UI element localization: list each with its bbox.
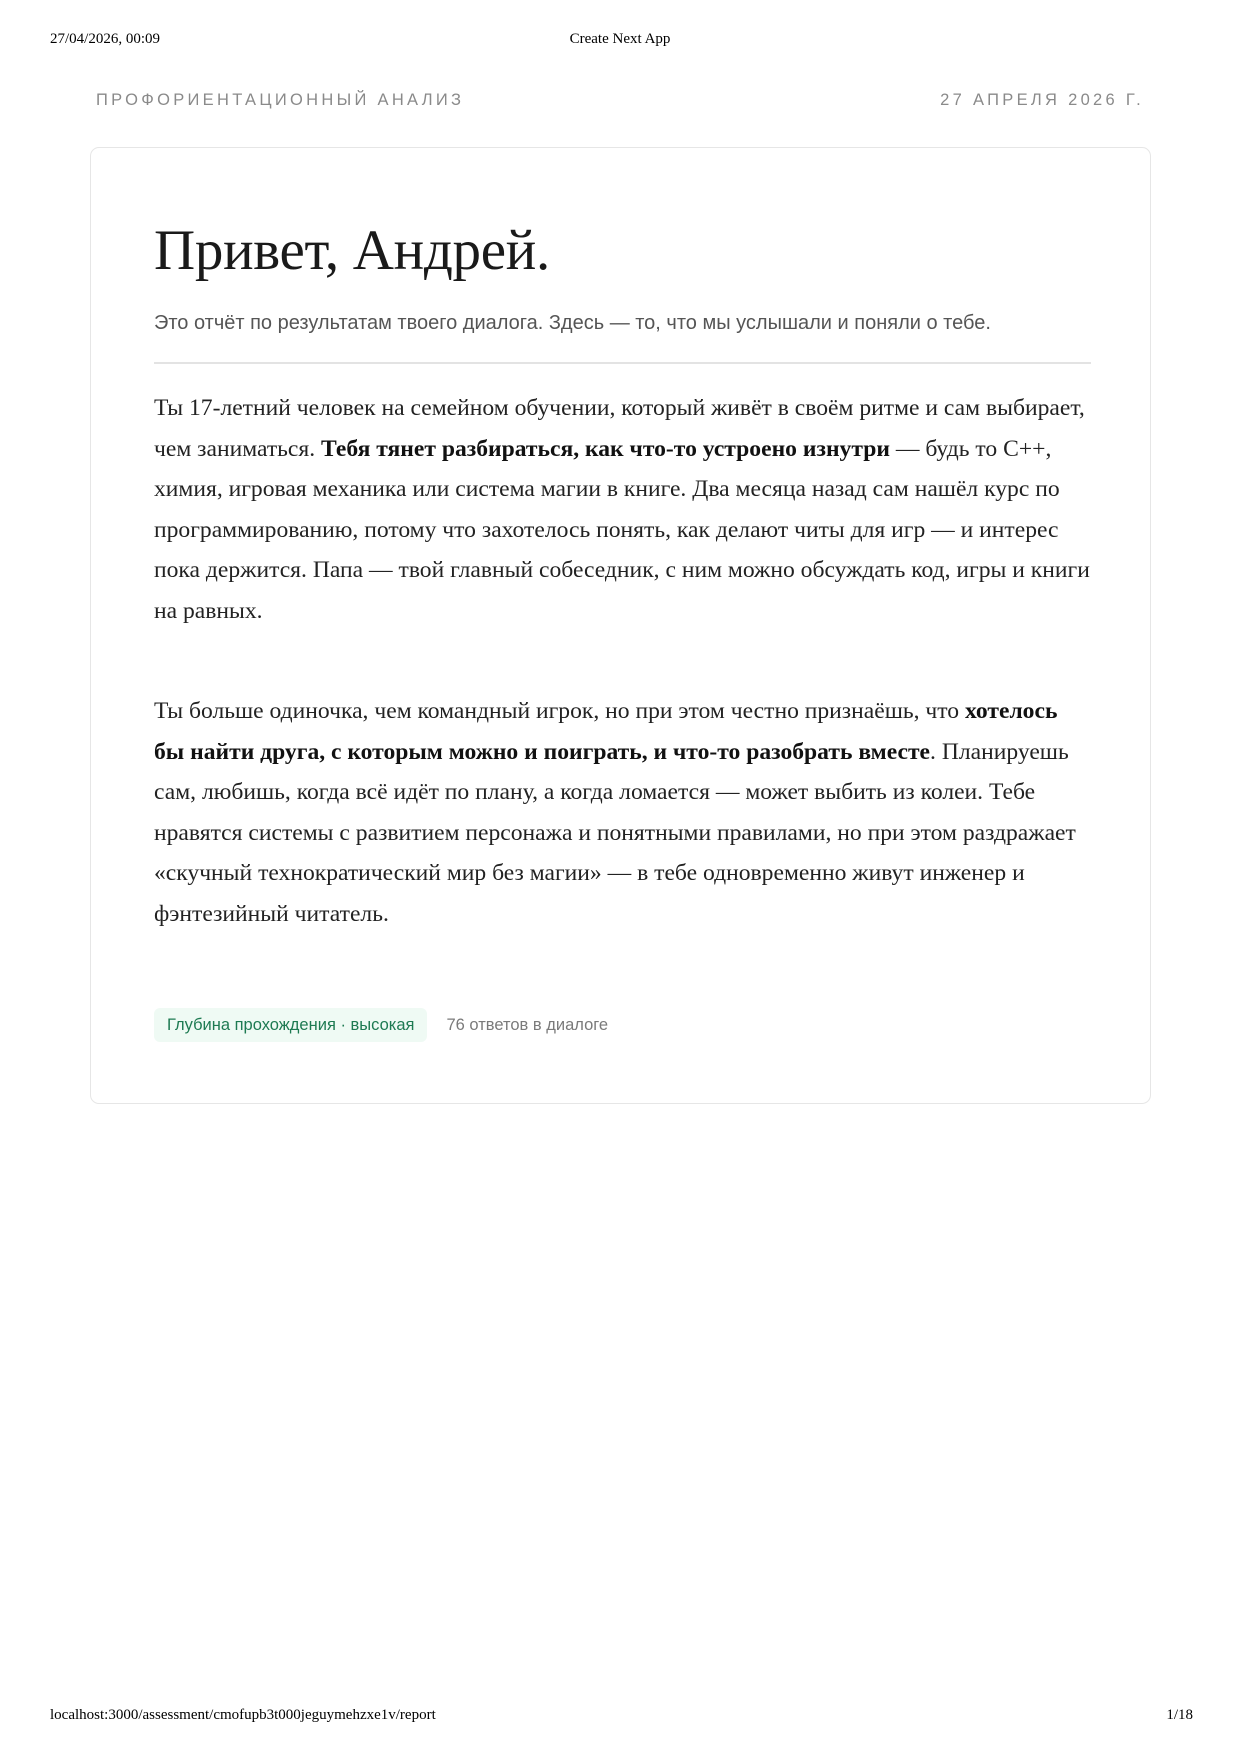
report-subtitle: Это отчёт по результатам твоего диалога. Здесь — то, что мы услышали и поняли о тебе. <box>154 312 991 334</box>
divider <box>154 362 1091 364</box>
paragraph-text: . Планируешь сам, любишь, когда всё идёт по плану, а когда ломается — может выбить из колеи. Тебе нравятся системы с развитием персонажа и понятными правилами, но при этом раздражает «скучный технократический мир без магии» — в тебе одновременно живут инженер и фэнтезийный читатель. <box>154 738 1076 927</box>
paragraph-text: — будь то C++, химия, игровая механика или система магии в книге. Два месяца назад сам нашёл курс по программированию, потому что захотелось понять, как делают читы для игр — и интерес пока держится. Папа — твой главный собеседник, с ним можно обсуждать код, игры и книги на равных. <box>154 435 1090 624</box>
print-page-number: 1/18 <box>1166 1707 1193 1723</box>
report-topline <box>96 91 1144 113</box>
summary-paragraph-1 <box>154 388 1091 631</box>
answers-count: 76 ответов в диалоге <box>446 1015 609 1034</box>
paragraph-highlight: хотелось бы найти друга, с которым можно и поиграть, и что-то разобрать вместе <box>154 698 1058 765</box>
report-intro-card <box>90 147 1151 1104</box>
report-eyebrow: ПРОФОРИЕНТАЦИОННЫЙ АНАЛИЗ <box>96 91 465 109</box>
print-footer <box>0 1707 1240 1729</box>
greeting-heading: Привет, Андрей. <box>154 219 550 282</box>
print-page-title: Create Next App <box>569 31 671 47</box>
print-datetime: 27/04/2026, 00:09 <box>50 31 161 47</box>
print-url: localhost:3000/assessment/cmofupb3t000jeguymehzxe1v/report <box>50 1707 436 1723</box>
paragraph-text: Ты 17-летний человек на семейном обучении, который живёт в своём ритме и сам выбирает, чем заниматься. <box>154 395 1085 462</box>
print-header <box>0 31 1240 53</box>
depth-badge: Глубина прохождения · высокая <box>154 1008 427 1042</box>
summary-paragraph-2 <box>154 691 1091 934</box>
paragraph-text: Ты больше одиночка, чем командный игрок, но при этом честно признаёшь, что <box>154 698 965 724</box>
paragraph-highlight: Тебя тянет разбираться, как что-то устроено изнутри <box>321 435 890 462</box>
report-meta <box>154 1008 608 1042</box>
report-date: 27 АПРЕЛЯ 2026 Г. <box>940 91 1144 109</box>
